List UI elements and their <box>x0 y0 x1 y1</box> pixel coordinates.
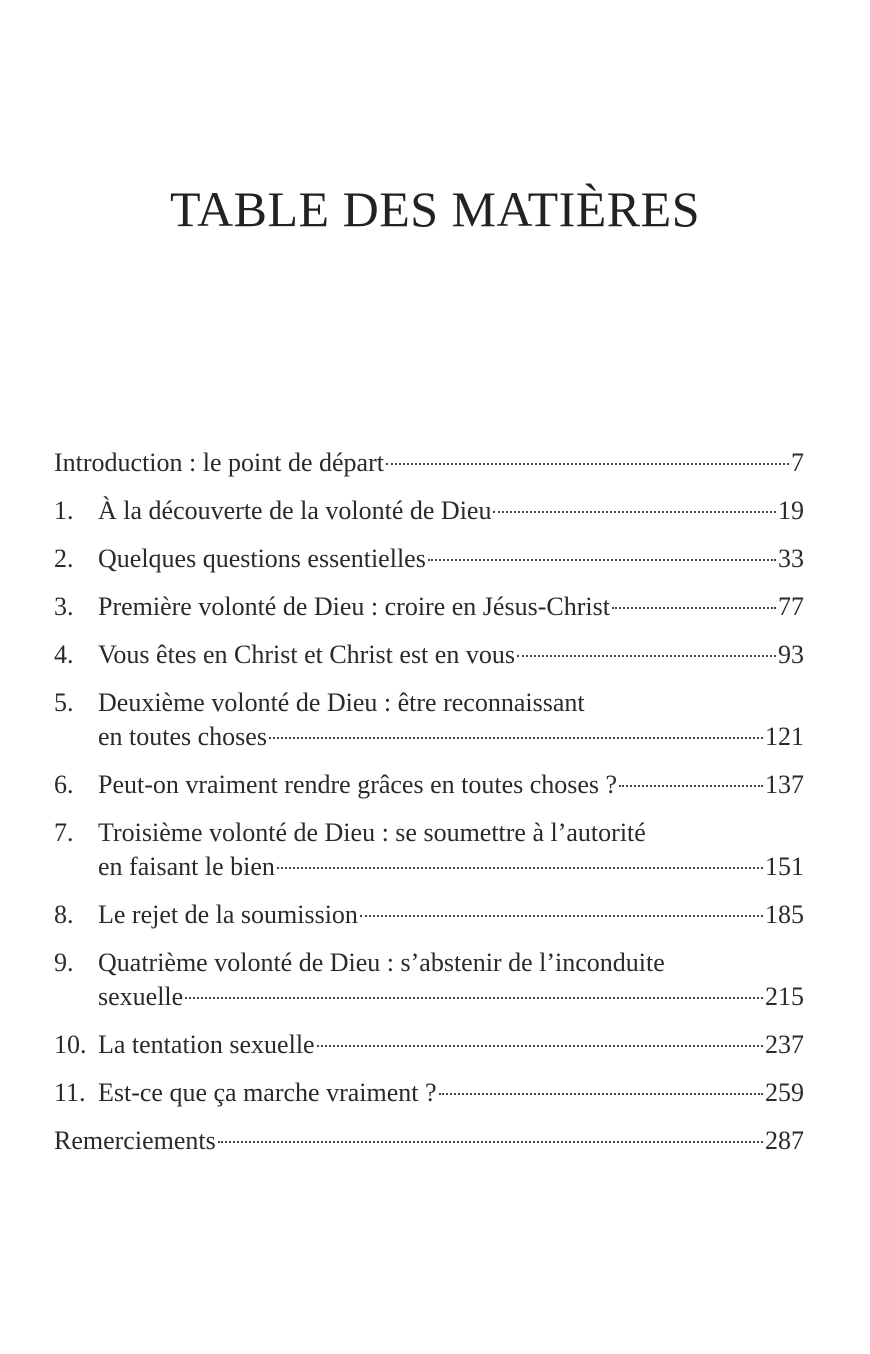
dot-leader <box>612 607 776 609</box>
toc-entry-introduction[interactable] <box>54 446 804 480</box>
dot-leader <box>277 867 763 869</box>
toc-page-number: 151 <box>765 852 804 881</box>
chapter-number: 10. <box>54 1030 87 1059</box>
dot-leader <box>386 463 789 465</box>
toc-entry-first-line: Troisième volonté de Dieu : se soumettre à l’autorité <box>98 818 646 847</box>
toc-entry-label: Première volonté de Dieu : croire en Jésus-Christ <box>98 592 610 621</box>
chapter-number: 1. <box>54 496 74 525</box>
dot-leader <box>439 1093 763 1095</box>
dot-leader <box>493 511 776 513</box>
dot-leader <box>185 997 763 999</box>
toc-entry-chapter-8[interactable] <box>54 898 804 932</box>
toc-entry-label: Le rejet de la soumission <box>98 900 358 929</box>
toc-entry-chapter-11[interactable] <box>54 1076 804 1110</box>
chapter-number: 4. <box>54 640 74 669</box>
toc-entry-first-line: Deuxième volonté de Dieu : être reconnaissant <box>98 688 585 717</box>
toc-entry-label: Introduction : le point de départ <box>54 448 384 477</box>
toc-entry-remerciements[interactable] <box>54 1124 804 1158</box>
toc-entry-label: La tentation sexuelle <box>98 1030 315 1059</box>
toc-page-number: 7 <box>791 448 804 477</box>
chapter-number: 3. <box>54 592 74 621</box>
toc-entry-label: Peut-on vraiment rendre grâces en toutes choses ? <box>98 770 618 799</box>
toc-entry-label: en toutes choses <box>98 722 267 751</box>
chapter-number: 6. <box>54 770 74 799</box>
dot-leader <box>428 559 776 561</box>
toc-entry-chapter-4[interactable] <box>54 638 804 672</box>
toc-entry-chapter-2[interactable] <box>54 542 804 576</box>
toc-entry-chapter-5[interactable] <box>54 686 804 754</box>
chapter-number: 7. <box>54 818 74 847</box>
toc-entry-label: en faisant le bien <box>98 852 275 881</box>
toc-entry-chapter-1[interactable] <box>54 494 804 528</box>
dot-leader <box>317 1045 763 1047</box>
page-title: TABLE DES MATIÈRES <box>170 181 700 237</box>
toc-entry-chapter-9[interactable] <box>54 946 804 1014</box>
toc-entry-label: Quelques questions essentielles <box>98 544 426 573</box>
dot-leader <box>218 1141 763 1143</box>
toc-page-number: 93 <box>778 640 804 669</box>
toc-entry-chapter-6[interactable] <box>54 768 804 802</box>
toc-page-number: 287 <box>765 1126 804 1155</box>
toc-entry-label: Est-ce que ça marche vraiment ? <box>98 1078 437 1107</box>
table-of-contents <box>54 446 804 1172</box>
chapter-number: 11. <box>54 1078 86 1107</box>
toc-page-number: 33 <box>778 544 804 573</box>
toc-entry-chapter-7[interactable] <box>54 816 804 884</box>
toc-page-number: 215 <box>765 982 804 1011</box>
toc-page-number: 237 <box>765 1030 804 1059</box>
toc-entry-chapter-3[interactable] <box>54 590 804 624</box>
chapter-number: 8. <box>54 900 74 929</box>
toc-page-number: 137 <box>765 770 804 799</box>
toc-entry-label: Vous êtes en Christ et Christ est en vous <box>98 640 515 669</box>
chapter-number: 5. <box>54 688 74 717</box>
dot-leader <box>360 915 763 917</box>
dot-leader <box>517 655 776 657</box>
chapter-number: 9. <box>54 948 74 977</box>
toc-entry-chapter-10[interactable] <box>54 1028 804 1062</box>
toc-page-number: 19 <box>778 496 804 525</box>
toc-page-number: 185 <box>765 900 804 929</box>
toc-page-number: 259 <box>765 1078 804 1107</box>
toc-entry-label: Remerciements <box>54 1126 216 1155</box>
toc-page-number: 121 <box>765 722 804 751</box>
dot-leader <box>269 737 763 739</box>
toc-entry-first-line: Quatrième volonté de Dieu : s’abstenir de l’inconduite <box>98 948 665 977</box>
toc-entry-label: sexuelle <box>98 982 184 1011</box>
toc-page-number: 77 <box>778 592 804 621</box>
dot-leader <box>619 785 763 787</box>
chapter-number: 2. <box>54 544 74 573</box>
toc-entry-label: À la découverte de la volonté de Dieu <box>98 496 492 525</box>
